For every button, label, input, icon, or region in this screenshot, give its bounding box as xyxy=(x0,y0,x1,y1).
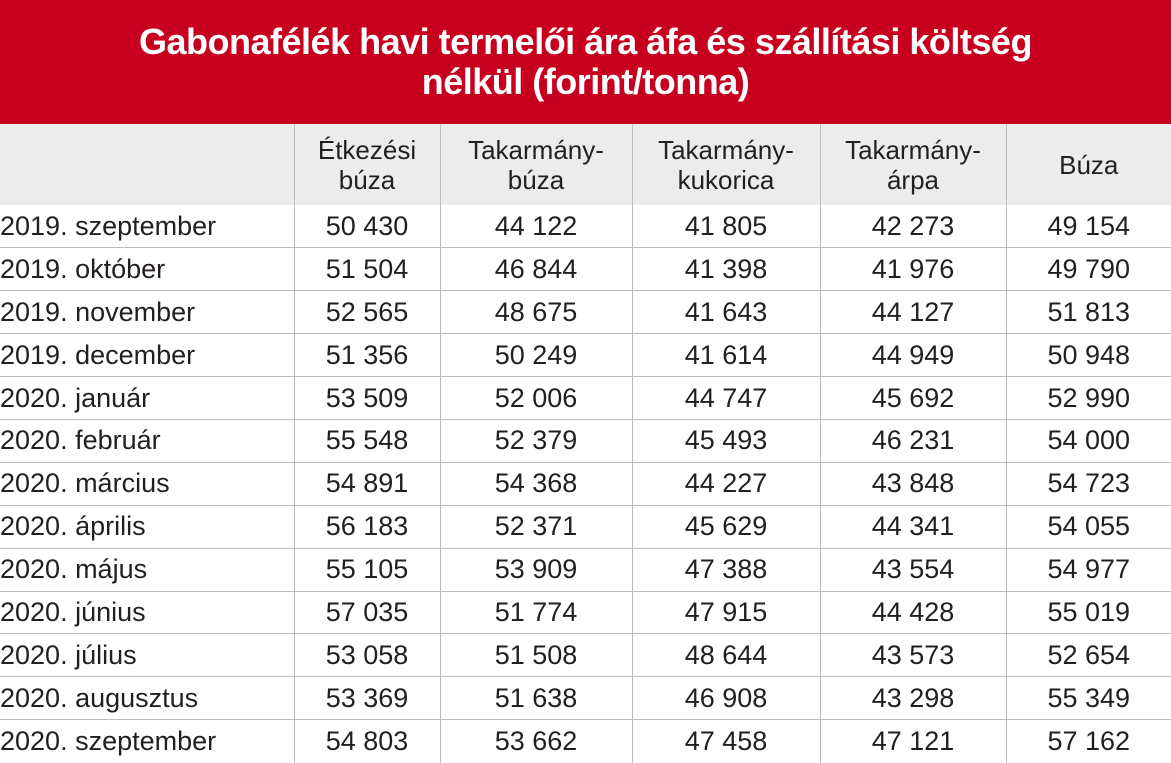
value-cell: 43 848 xyxy=(820,462,1006,505)
row-label: 2020. augusztus xyxy=(0,677,294,720)
table-header xyxy=(0,124,1171,205)
table-row xyxy=(0,248,1171,291)
table-body xyxy=(0,205,1171,763)
header-row xyxy=(0,124,1171,205)
value-cell: 54 891 xyxy=(294,462,440,505)
title-bar xyxy=(0,0,1171,124)
value-cell: 46 231 xyxy=(820,419,1006,462)
value-cell: 41 805 xyxy=(632,205,820,248)
value-cell: 55 105 xyxy=(294,548,440,591)
table-row xyxy=(0,291,1171,334)
value-cell: 47 388 xyxy=(632,548,820,591)
row-label: 2020. május xyxy=(0,548,294,591)
value-cell: 55 349 xyxy=(1006,677,1171,720)
table-title: Gabonafélék havi termelői ára áfa és szállítási költség nélkül (forint/tonna) xyxy=(139,21,1032,102)
row-label: 2020. július xyxy=(0,634,294,677)
value-cell: 44 428 xyxy=(820,591,1006,634)
value-cell: 54 977 xyxy=(1006,548,1171,591)
row-label: 2020. február xyxy=(0,419,294,462)
value-cell: 41 643 xyxy=(632,291,820,334)
value-cell: 53 909 xyxy=(440,548,632,591)
row-label: 2019. szeptember xyxy=(0,210,217,241)
table-row xyxy=(0,334,1171,377)
value-cell: 52 379 xyxy=(440,419,632,462)
value-cell: 51 638 xyxy=(440,677,632,720)
table-row xyxy=(0,505,1171,548)
value-cell: 46 844 xyxy=(440,248,632,291)
table-row xyxy=(0,548,1171,591)
value-cell: 52 565 xyxy=(294,291,440,334)
value-cell: 44 949 xyxy=(820,334,1006,377)
table-row xyxy=(0,677,1171,720)
table-row xyxy=(0,377,1171,420)
header-cell-empty xyxy=(0,124,294,205)
value-cell: 57 162 xyxy=(1006,720,1171,763)
value-cell: 44 747 xyxy=(632,377,820,420)
value-cell: 49 154 xyxy=(1006,205,1171,248)
value-cell: 45 493 xyxy=(632,419,820,462)
value-cell: 47 458 xyxy=(632,720,820,763)
value-cell: 49 790 xyxy=(1006,248,1171,291)
value-cell: 48 675 xyxy=(440,291,632,334)
value-cell: 51 813 xyxy=(1006,291,1171,334)
value-cell: 45 692 xyxy=(820,377,1006,420)
value-cell: 53 509 xyxy=(294,377,440,420)
value-cell: 48 644 xyxy=(632,634,820,677)
value-cell: 53 369 xyxy=(294,677,440,720)
value-cell: 47 915 xyxy=(632,591,820,634)
value-cell: 51 504 xyxy=(294,248,440,291)
value-cell: 50 430 xyxy=(294,205,440,248)
value-cell: 54 723 xyxy=(1006,462,1171,505)
value-cell: 45 629 xyxy=(632,505,820,548)
value-cell: 54 000 xyxy=(1006,419,1171,462)
value-cell: 44 227 xyxy=(632,462,820,505)
column-header: Takarmány- kukorica xyxy=(632,124,820,205)
price-table xyxy=(0,124,1171,763)
value-cell: 54 803 xyxy=(294,720,440,763)
value-cell: 41 614 xyxy=(632,334,820,377)
value-cell: 51 774 xyxy=(440,591,632,634)
row-label: 2020. március xyxy=(0,462,294,505)
value-cell: 43 298 xyxy=(820,677,1006,720)
value-cell: 42 273 xyxy=(820,205,1006,248)
table-row xyxy=(0,720,1171,763)
value-cell: 51 356 xyxy=(294,334,440,377)
value-cell: 53 662 xyxy=(440,720,632,763)
value-cell: 51 508 xyxy=(440,634,632,677)
value-cell: 46 908 xyxy=(632,677,820,720)
value-cell: 47 121 xyxy=(820,720,1006,763)
value-cell: 41 398 xyxy=(632,248,820,291)
value-cell: 54 055 xyxy=(1006,505,1171,548)
row-label: 2020. június xyxy=(0,591,294,634)
row-label: 2019. november xyxy=(0,291,294,334)
column-header: Takarmány- búza xyxy=(440,124,632,205)
value-cell: 52 006 xyxy=(440,377,632,420)
value-cell: 50 948 xyxy=(1006,334,1171,377)
value-cell: 43 554 xyxy=(820,548,1006,591)
column-header: Étkezési búza xyxy=(294,124,440,205)
column-header: Takarmány- árpa xyxy=(820,124,1006,205)
value-cell: 50 249 xyxy=(440,334,632,377)
value-cell: 55 548 xyxy=(294,419,440,462)
row-label: 2019. december xyxy=(0,334,294,377)
value-cell: 43 573 xyxy=(820,634,1006,677)
value-cell: 53 058 xyxy=(294,634,440,677)
row-label: 2020. április xyxy=(0,505,294,548)
value-cell: 52 371 xyxy=(440,505,632,548)
table-row xyxy=(0,419,1171,462)
row-label: 2019. október xyxy=(0,248,294,291)
table-row xyxy=(0,205,1171,248)
value-cell: 55 019 xyxy=(1006,591,1171,634)
value-cell: 44 122 xyxy=(440,205,632,248)
value-cell: 52 654 xyxy=(1006,634,1171,677)
value-cell: 44 127 xyxy=(820,291,1006,334)
value-cell: 57 035 xyxy=(294,591,440,634)
column-header: Búza xyxy=(1006,124,1171,205)
value-cell: 41 976 xyxy=(820,248,1006,291)
value-cell: 44 341 xyxy=(820,505,1006,548)
row-label: 2020. január xyxy=(0,377,294,420)
value-cell: 56 183 xyxy=(294,505,440,548)
row-label: 2020. szeptember xyxy=(0,720,294,763)
table-row xyxy=(0,634,1171,677)
table-row xyxy=(0,591,1171,634)
value-cell: 52 990 xyxy=(1006,377,1171,420)
value-cell: 54 368 xyxy=(440,462,632,505)
table-row xyxy=(0,462,1171,505)
